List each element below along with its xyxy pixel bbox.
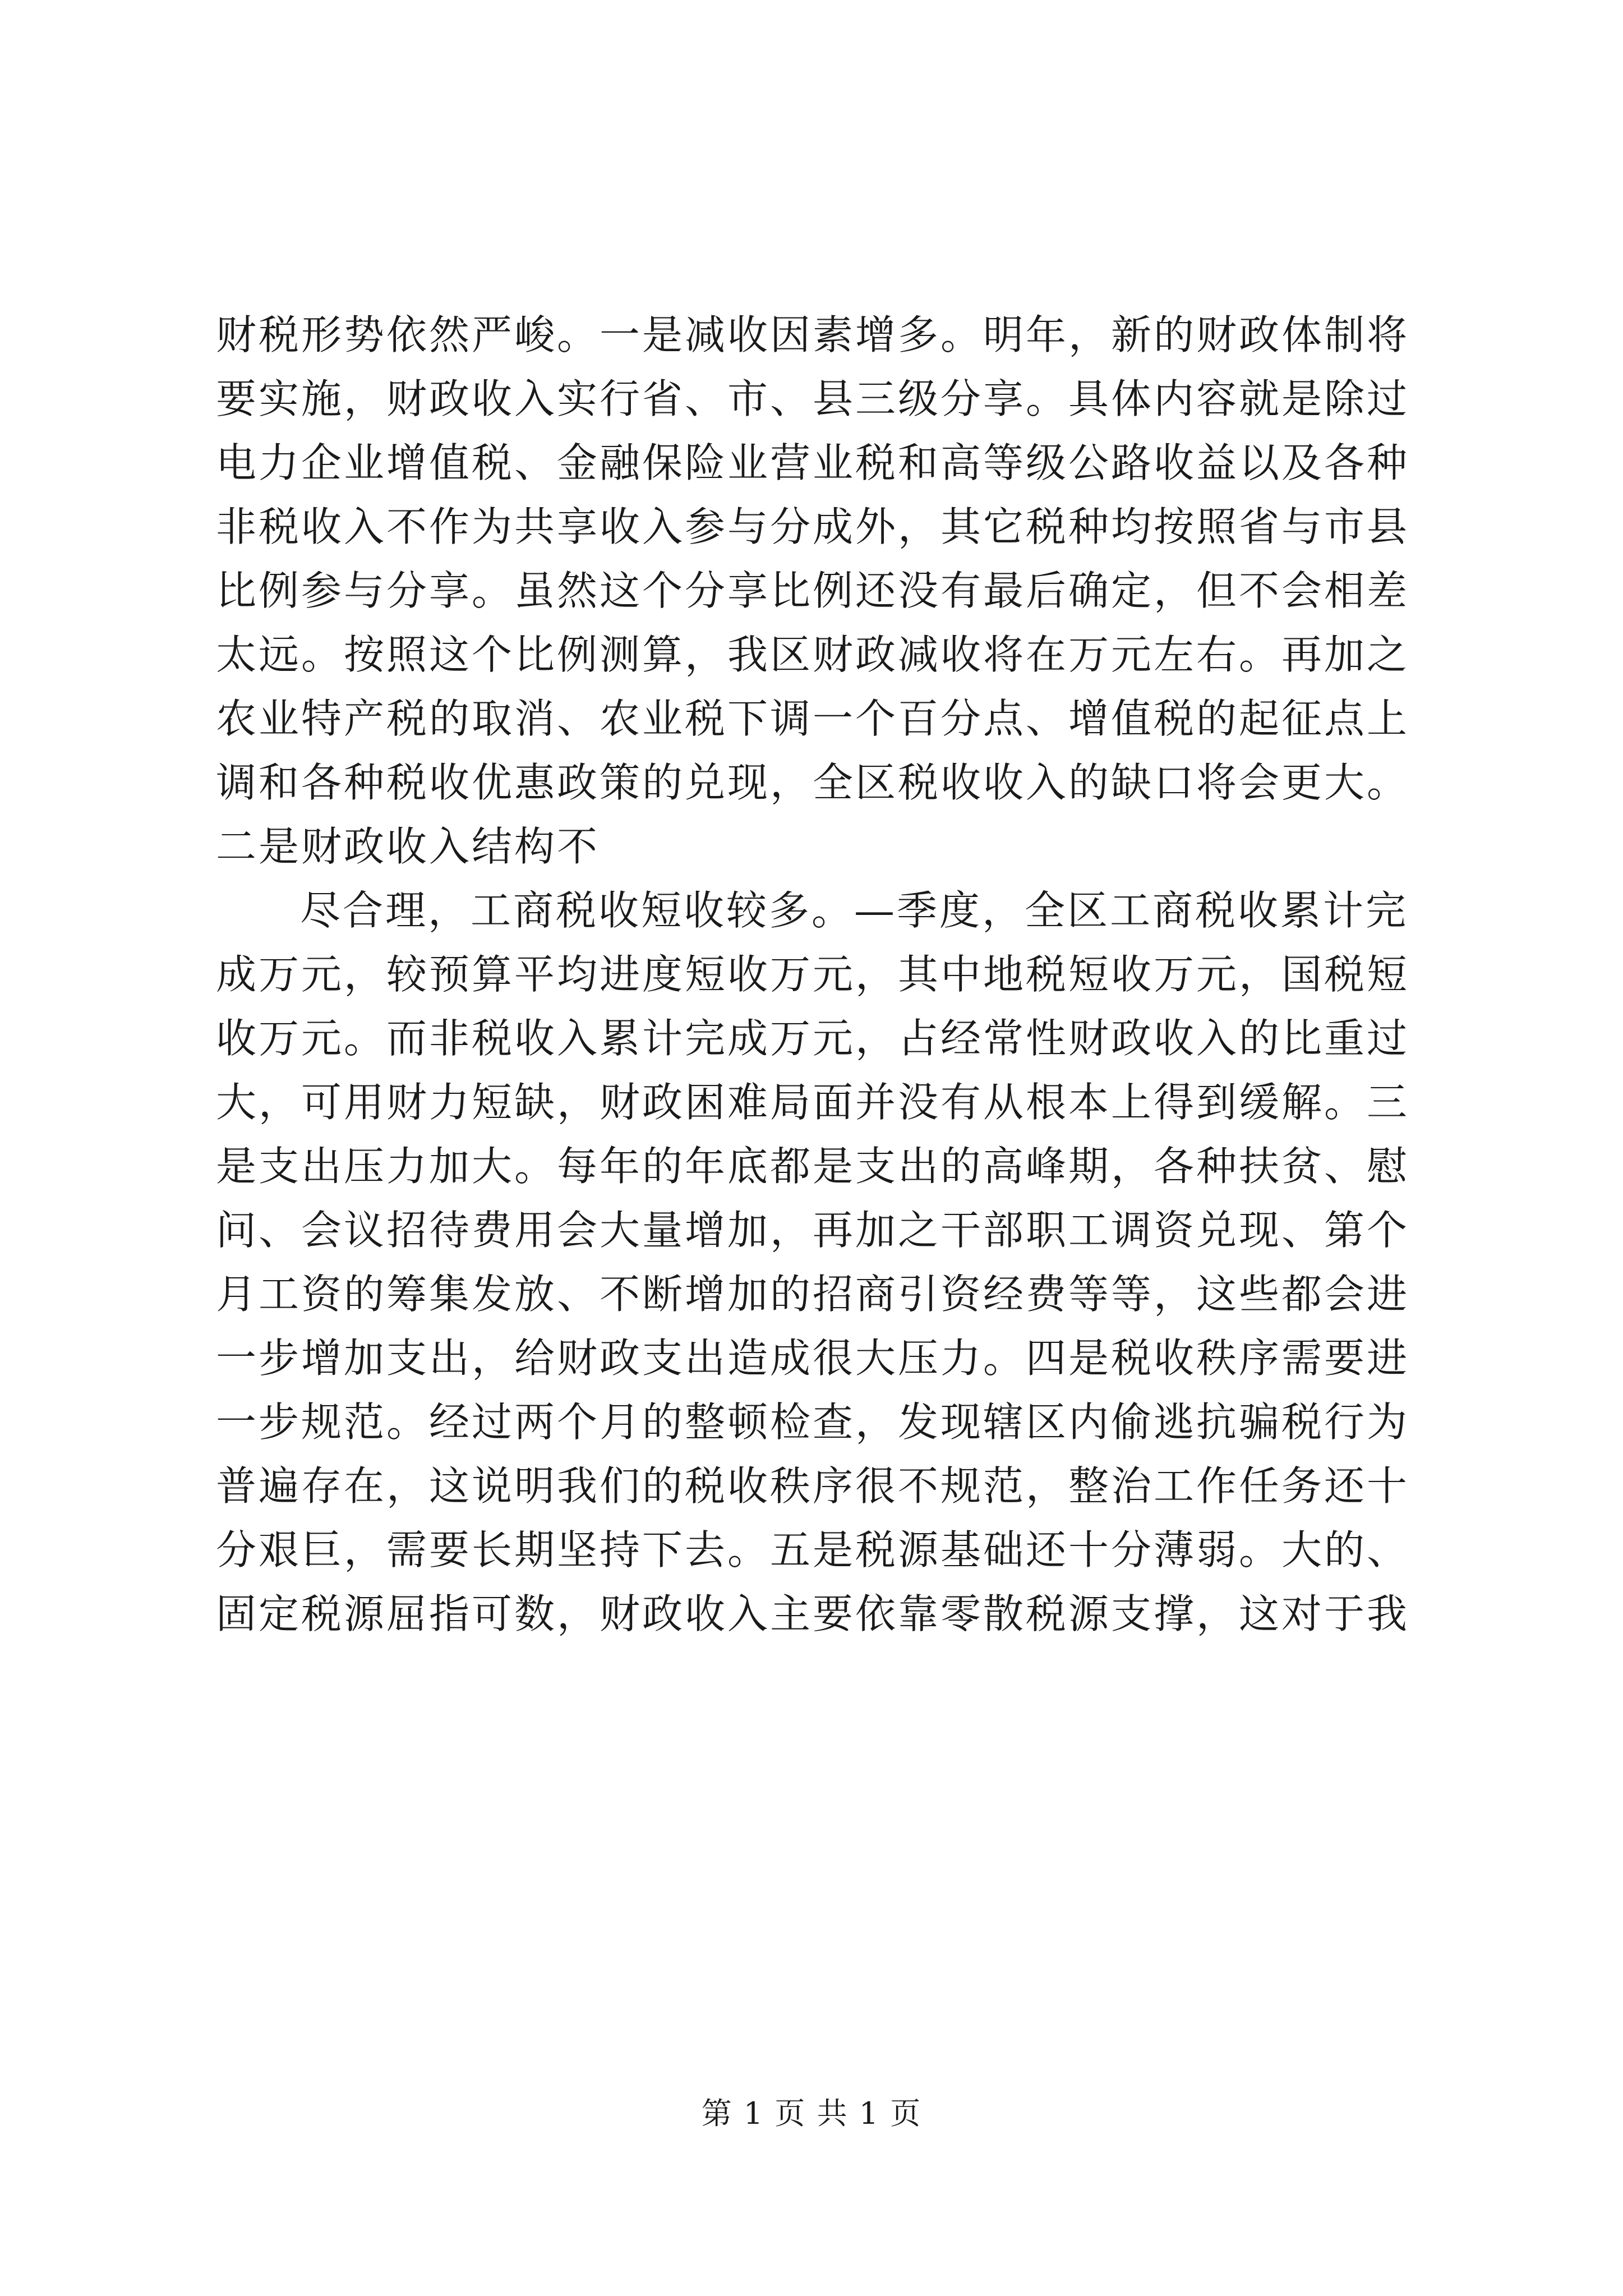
text-line: 问、会议招待费用会大量增加，再加之干部职工调资兑现、第个 [216, 1207, 1410, 1254]
text-line: 普遍存在，这说明我们的税收秩序很不规范，整治工作任务还十 [216, 1462, 1410, 1510]
text-line: 调和各种税收优惠政策的兑现，全区税收收入的缺口将会更大。 [216, 759, 1410, 806]
text-line: 收万元。而非税收入累计完成万元，占经常性财政收入的比重过 [216, 1015, 1410, 1062]
text-line: 电力企业增值税、金融保险业营业税和高等级公路收益以及各种 [216, 439, 1410, 486]
paragraph-start-line: 尽合理，工商税收短收较多。—季度，全区工商税收累计完 [300, 887, 1409, 934]
text-line: 财税形势依然严峻。一是减收因素增多。明年，新的财政体制将 [216, 311, 1410, 358]
text-line: 大，可用财力短缺，财政困难局面并没有从根本上得到缓解。三 [216, 1079, 1410, 1126]
text-line: 一步规范。经过两个月的整顿检查，发现辖区内偷逃抗骗税行为 [216, 1398, 1410, 1446]
text-line: 要实施，财政收入实行省、市、县三级分享。具体内容就是除过 [216, 375, 1410, 422]
text-line: 比例参与分享。虽然这个分享比例还没有最后确定，但不会相差 [216, 567, 1410, 614]
page-footer: 第 1 页 共 1 页 [701, 2096, 922, 2131]
text-line: 分艰巨，需要长期坚持下去。五是税源基础还十分薄弱。大的、 [216, 1526, 1410, 1573]
text-line: 月工资的筹集发放、不断增加的招商引资经费等等，这些都会进 [216, 1271, 1410, 1318]
text-line: 非税收入不作为共享收入参与分成外，其它税种均按照省与市县 [216, 503, 1410, 550]
text-line: 固定税源屈指可数，财政收入主要依靠零散税源支撑，这对于我 [216, 1590, 1410, 1637]
text-line: 太远。按照这个比例测算，我区财政减收将在万元左右。再加之 [216, 631, 1410, 678]
text-line: 农业特产税的取消、农业税下调一个百分点、增值税的起征点上 [216, 695, 1410, 742]
text-line: 一步增加支出，给财政支出造成很大压力。四是税收秩序需要进 [216, 1335, 1410, 1382]
text-line: 成万元，较预算平均进度短收万元，其中地税短收万元，国税短 [216, 951, 1410, 998]
text-line: 是支出压力加大。每年的年底都是支出的高峰期，各种扶贫、慰 [216, 1143, 1410, 1190]
text-line: 二是财政收入结构不 [216, 823, 600, 870]
body-text [216, 303, 1422, 1646]
